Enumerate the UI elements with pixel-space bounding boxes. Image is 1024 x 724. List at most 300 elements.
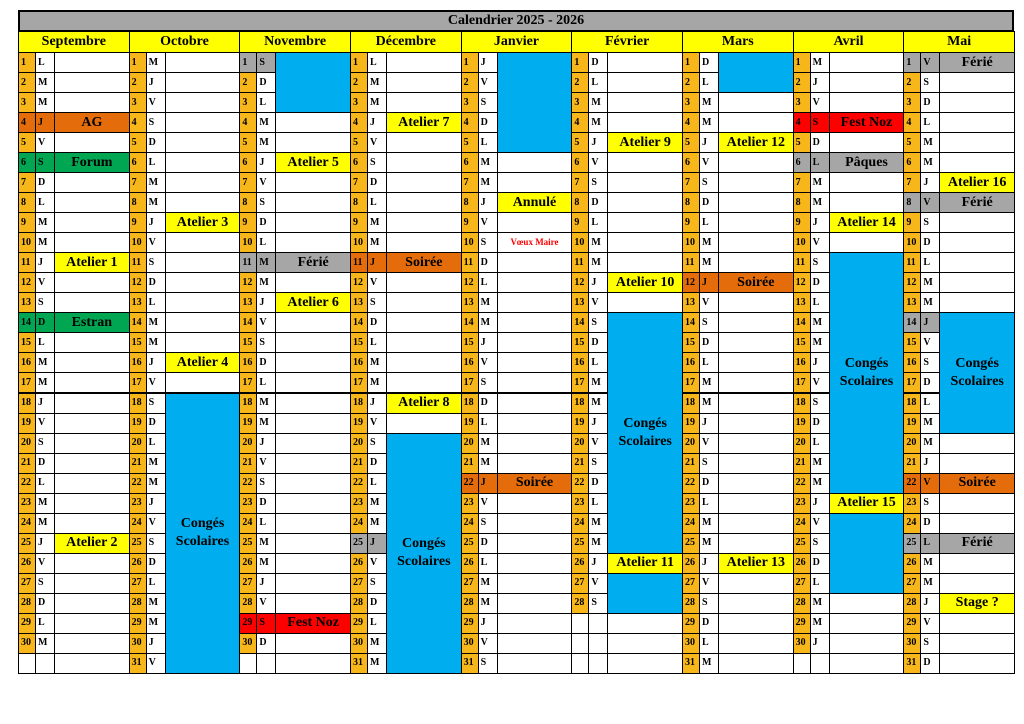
day-of-week: J bbox=[699, 132, 719, 153]
day-number: 23 bbox=[18, 493, 36, 514]
event-cell[interactable] bbox=[718, 473, 794, 494]
event-cell[interactable] bbox=[939, 453, 1015, 474]
day-of-week: M bbox=[478, 573, 498, 594]
event-cell[interactable] bbox=[275, 132, 351, 153]
day-of-week: V bbox=[920, 332, 940, 353]
day-number: 14 bbox=[18, 312, 36, 333]
event-cell[interactable] bbox=[718, 633, 794, 654]
day-number: 21 bbox=[350, 453, 368, 474]
event-cell[interactable] bbox=[54, 352, 130, 373]
event-cell[interactable] bbox=[939, 72, 1015, 93]
event-cell[interactable] bbox=[275, 172, 351, 193]
event-cell[interactable] bbox=[54, 433, 130, 454]
day-number: 15 bbox=[682, 332, 700, 353]
event-cell[interactable] bbox=[54, 332, 130, 353]
event-cell[interactable] bbox=[718, 372, 794, 393]
event-cell[interactable] bbox=[607, 212, 683, 233]
event-cell[interactable] bbox=[275, 413, 351, 434]
event-cell[interactable] bbox=[497, 172, 573, 193]
event-cell[interactable] bbox=[497, 292, 573, 313]
day-of-week: S bbox=[35, 152, 55, 173]
event-cell[interactable] bbox=[829, 593, 905, 614]
event-cell[interactable] bbox=[275, 312, 351, 333]
event-cell[interactable] bbox=[497, 513, 573, 534]
event-cell[interactable] bbox=[497, 633, 573, 654]
event-cell[interactable] bbox=[54, 393, 130, 414]
event-cell[interactable] bbox=[829, 132, 905, 153]
event-cell[interactable] bbox=[718, 573, 794, 594]
event-cell[interactable] bbox=[718, 513, 794, 534]
event-cell[interactable] bbox=[718, 352, 794, 373]
event-cell[interactable] bbox=[497, 312, 573, 333]
day-number: 3 bbox=[461, 92, 479, 113]
day-number: 1 bbox=[461, 52, 479, 73]
event-cell[interactable] bbox=[718, 332, 794, 353]
day-number: 12 bbox=[793, 272, 811, 293]
day-of-week: J bbox=[699, 272, 719, 293]
event-cell[interactable] bbox=[275, 212, 351, 233]
day-number: 13 bbox=[350, 292, 368, 313]
event-cell[interactable] bbox=[939, 132, 1015, 153]
day-of-week: S bbox=[699, 312, 719, 333]
event-cell[interactable] bbox=[275, 653, 351, 674]
event-cell[interactable] bbox=[607, 52, 683, 73]
event-cell[interactable] bbox=[54, 473, 130, 494]
day-of-week: L bbox=[35, 332, 55, 353]
day-of-week: D bbox=[920, 372, 940, 393]
event-cell[interactable] bbox=[275, 332, 351, 353]
event-cell[interactable] bbox=[718, 433, 794, 454]
event-cell[interactable] bbox=[829, 192, 905, 213]
event-cell[interactable] bbox=[497, 352, 573, 373]
event-cell[interactable] bbox=[939, 92, 1015, 113]
event-label[interactable]: Atelier 11 bbox=[607, 553, 683, 574]
event-cell[interactable] bbox=[829, 653, 905, 674]
event-cell[interactable] bbox=[275, 493, 351, 514]
event-cell[interactable] bbox=[275, 473, 351, 494]
event-cell[interactable] bbox=[275, 453, 351, 474]
day-of-week: D bbox=[810, 413, 830, 434]
day-of-week: J bbox=[146, 352, 166, 373]
event-cell[interactable] bbox=[386, 312, 462, 333]
day-of-week: V bbox=[699, 152, 719, 173]
event-cell[interactable] bbox=[165, 72, 241, 93]
event-cell[interactable] bbox=[939, 212, 1015, 233]
event-cell[interactable] bbox=[275, 352, 351, 373]
event-cell[interactable] bbox=[275, 633, 351, 654]
day-of-week: V bbox=[920, 192, 940, 213]
event-cell[interactable] bbox=[829, 172, 905, 193]
event-cell[interactable] bbox=[829, 52, 905, 73]
day-of-week: M bbox=[810, 312, 830, 333]
event-cell[interactable] bbox=[386, 352, 462, 373]
day-of-week: M bbox=[256, 112, 276, 133]
event-label[interactable]: Atelier 7 bbox=[386, 112, 462, 133]
event-cell[interactable] bbox=[829, 613, 905, 634]
event-cell[interactable] bbox=[275, 573, 351, 594]
event-cell[interactable] bbox=[939, 292, 1015, 313]
day-of-week: M bbox=[478, 312, 498, 333]
event-cell[interactable] bbox=[165, 252, 241, 273]
event-cell[interactable] bbox=[54, 192, 130, 213]
event-cell[interactable] bbox=[497, 493, 573, 514]
event-cell[interactable] bbox=[497, 332, 573, 353]
day-of-week: M bbox=[367, 212, 387, 233]
event-cell[interactable] bbox=[275, 192, 351, 213]
event-cell[interactable] bbox=[54, 573, 130, 594]
day-of-week: J bbox=[588, 272, 608, 293]
event-cell[interactable] bbox=[607, 653, 683, 674]
event-cell[interactable] bbox=[939, 252, 1015, 273]
day-number: 21 bbox=[903, 453, 921, 474]
event-cell[interactable] bbox=[607, 92, 683, 113]
event-cell[interactable] bbox=[165, 192, 241, 213]
event-cell[interactable] bbox=[718, 393, 794, 414]
event-cell[interactable] bbox=[718, 292, 794, 313]
event-cell[interactable] bbox=[386, 192, 462, 213]
day-of-week: J bbox=[699, 553, 719, 574]
event-cell[interactable] bbox=[386, 292, 462, 313]
event-cell[interactable] bbox=[497, 433, 573, 454]
event-cell[interactable] bbox=[54, 292, 130, 313]
day-of-week: V bbox=[810, 372, 830, 393]
event-cell[interactable] bbox=[386, 212, 462, 233]
day-number: 26 bbox=[18, 553, 36, 574]
event-label[interactable]: Atelier 6 bbox=[275, 292, 351, 313]
day-of-week: S bbox=[146, 112, 166, 133]
event-cell[interactable] bbox=[386, 332, 462, 353]
event-label[interactable]: Stage ? bbox=[939, 593, 1015, 614]
event-cell[interactable] bbox=[165, 52, 241, 73]
event-cell[interactable] bbox=[718, 192, 794, 213]
event-cell[interactable] bbox=[939, 553, 1015, 574]
event-cell[interactable] bbox=[275, 533, 351, 554]
event-cell[interactable] bbox=[939, 573, 1015, 594]
event-cell[interactable] bbox=[165, 92, 241, 113]
day-of-week: L bbox=[810, 433, 830, 454]
day-number: 29 bbox=[239, 613, 257, 634]
event-cell[interactable] bbox=[829, 92, 905, 113]
event-label[interactable]: Soirée bbox=[939, 473, 1015, 494]
event-cell[interactable] bbox=[275, 232, 351, 253]
event-cell[interactable] bbox=[939, 433, 1015, 454]
school-holidays-block: Congés Scolaires bbox=[829, 252, 905, 493]
day-number: 17 bbox=[129, 372, 147, 393]
event-cell[interactable] bbox=[386, 152, 462, 173]
event-cell[interactable] bbox=[497, 593, 573, 614]
event-cell[interactable] bbox=[718, 112, 794, 133]
day-number: 10 bbox=[571, 232, 589, 253]
day-of-week: V bbox=[256, 593, 276, 614]
event-cell[interactable] bbox=[165, 292, 241, 313]
event-cell[interactable] bbox=[939, 152, 1015, 173]
event-cell[interactable] bbox=[275, 372, 351, 393]
event-cell[interactable] bbox=[54, 453, 130, 474]
event-label[interactable]: Atelier 15 bbox=[829, 493, 905, 514]
day-number: 26 bbox=[903, 553, 921, 574]
event-cell[interactable] bbox=[386, 172, 462, 193]
day-number: 20 bbox=[129, 433, 147, 454]
day-number: 17 bbox=[682, 372, 700, 393]
day-number: 15 bbox=[129, 332, 147, 353]
day-number: 17 bbox=[239, 372, 257, 393]
event-cell[interactable] bbox=[165, 112, 241, 133]
event-cell[interactable] bbox=[54, 513, 130, 534]
event-cell[interactable] bbox=[54, 633, 130, 654]
day-of-week: M bbox=[699, 513, 719, 534]
event-cell[interactable] bbox=[275, 553, 351, 574]
day-number: 12 bbox=[350, 272, 368, 293]
day-of-week: V bbox=[146, 92, 166, 113]
day-number: 27 bbox=[350, 573, 368, 594]
day-of-week: V bbox=[367, 553, 387, 574]
day-number: 16 bbox=[350, 352, 368, 373]
day-of-week: M bbox=[478, 433, 498, 454]
event-label[interactable]: Atelier 12 bbox=[718, 132, 794, 153]
event-cell[interactable] bbox=[718, 593, 794, 614]
event-cell[interactable] bbox=[939, 272, 1015, 293]
day-of-week: V bbox=[478, 72, 498, 93]
event-cell[interactable] bbox=[829, 232, 905, 253]
event-cell[interactable] bbox=[718, 413, 794, 434]
event-cell[interactable] bbox=[386, 272, 462, 293]
event-label[interactable]: Férié bbox=[939, 52, 1015, 73]
event-cell[interactable] bbox=[939, 653, 1015, 674]
day-number: 22 bbox=[129, 473, 147, 494]
event-cell[interactable] bbox=[275, 593, 351, 614]
event-cell[interactable] bbox=[165, 172, 241, 193]
event-cell[interactable] bbox=[718, 152, 794, 173]
event-label[interactable]: Atelier 1 bbox=[54, 252, 130, 273]
event-label[interactable]: Atelier 4 bbox=[165, 352, 241, 373]
event-cell[interactable] bbox=[386, 413, 462, 434]
event-cell[interactable] bbox=[497, 533, 573, 554]
day-of-week: D bbox=[35, 593, 55, 614]
day-number: 1 bbox=[129, 52, 147, 73]
event-cell[interactable] bbox=[54, 172, 130, 193]
day-of-week: S bbox=[146, 533, 166, 554]
day-of-week: M bbox=[588, 112, 608, 133]
event-label[interactable]: Annulé bbox=[497, 192, 573, 213]
event-cell[interactable] bbox=[386, 132, 462, 153]
event-cell[interactable] bbox=[497, 372, 573, 393]
event-cell[interactable] bbox=[607, 292, 683, 313]
event-cell[interactable] bbox=[165, 272, 241, 293]
day-of-week: V bbox=[810, 232, 830, 253]
event-cell[interactable] bbox=[54, 52, 130, 73]
event-cell[interactable] bbox=[165, 232, 241, 253]
event-label[interactable]: Férié bbox=[275, 252, 351, 273]
day-of-week: V bbox=[588, 292, 608, 313]
day-number bbox=[571, 633, 589, 654]
event-cell[interactable] bbox=[718, 453, 794, 474]
day-of-week: M bbox=[367, 72, 387, 93]
event-cell[interactable] bbox=[939, 613, 1015, 634]
event-cell[interactable] bbox=[497, 152, 573, 173]
event-cell[interactable] bbox=[54, 232, 130, 253]
event-cell[interactable] bbox=[829, 72, 905, 93]
event-cell[interactable] bbox=[54, 372, 130, 393]
event-cell[interactable] bbox=[54, 132, 130, 153]
day-of-week: L bbox=[367, 192, 387, 213]
day-of-week: V bbox=[920, 473, 940, 494]
event-label[interactable]: Atelier 8 bbox=[386, 393, 462, 414]
event-cell[interactable] bbox=[386, 232, 462, 253]
event-cell[interactable] bbox=[165, 312, 241, 333]
day-number: 9 bbox=[903, 212, 921, 233]
event-label[interactable]: Fest Noz bbox=[829, 112, 905, 133]
event-cell[interactable] bbox=[54, 553, 130, 574]
day-of-week: S bbox=[699, 172, 719, 193]
event-cell[interactable] bbox=[54, 413, 130, 434]
day-number: 7 bbox=[903, 172, 921, 193]
event-cell[interactable] bbox=[497, 413, 573, 434]
event-cell[interactable] bbox=[386, 92, 462, 113]
day-of-week: D bbox=[920, 92, 940, 113]
day-number: 19 bbox=[793, 413, 811, 434]
event-cell[interactable] bbox=[607, 172, 683, 193]
event-cell[interactable] bbox=[54, 593, 130, 614]
event-cell[interactable] bbox=[718, 533, 794, 554]
event-label[interactable]: Atelier 16 bbox=[939, 172, 1015, 193]
event-label[interactable]: Atelier 3 bbox=[165, 212, 241, 233]
event-cell[interactable] bbox=[497, 453, 573, 474]
event-cell[interactable] bbox=[718, 212, 794, 233]
day-number: 27 bbox=[793, 573, 811, 594]
day-number: 28 bbox=[18, 593, 36, 614]
event-cell[interactable] bbox=[718, 653, 794, 674]
event-cell[interactable] bbox=[275, 433, 351, 454]
event-cell[interactable] bbox=[165, 152, 241, 173]
day-number: 6 bbox=[129, 152, 147, 173]
event-cell[interactable] bbox=[497, 653, 573, 674]
event-cell[interactable] bbox=[497, 573, 573, 594]
event-cell[interactable] bbox=[718, 613, 794, 634]
event-label[interactable]: AG bbox=[54, 112, 130, 133]
day-number: 7 bbox=[129, 172, 147, 193]
event-cell[interactable] bbox=[718, 92, 794, 113]
event-cell[interactable] bbox=[275, 272, 351, 293]
event-cell[interactable] bbox=[54, 493, 130, 514]
day-of-week: M bbox=[699, 232, 719, 253]
event-cell[interactable] bbox=[275, 112, 351, 133]
event-cell[interactable] bbox=[386, 52, 462, 73]
day-number: 8 bbox=[571, 192, 589, 213]
day-of-week: L bbox=[699, 212, 719, 233]
event-label[interactable]: Atelier 13 bbox=[718, 553, 794, 574]
event-cell[interactable] bbox=[939, 513, 1015, 534]
event-label[interactable]: Atelier 9 bbox=[607, 132, 683, 153]
event-label[interactable]: Atelier 14 bbox=[829, 212, 905, 233]
event-label[interactable]: Forum bbox=[54, 152, 130, 173]
event-cell[interactable] bbox=[939, 112, 1015, 133]
event-cell[interactable] bbox=[497, 212, 573, 233]
day-of-week: M bbox=[35, 352, 55, 373]
event-label[interactable]: Estran bbox=[54, 312, 130, 333]
event-cell[interactable] bbox=[165, 372, 241, 393]
day-of-week: L bbox=[478, 272, 498, 293]
day-number: 24 bbox=[461, 513, 479, 534]
event-cell[interactable] bbox=[607, 112, 683, 133]
event-cell[interactable] bbox=[939, 232, 1015, 253]
day-number: 15 bbox=[793, 332, 811, 353]
event-cell[interactable] bbox=[165, 132, 241, 153]
event-label[interactable]: Atelier 10 bbox=[607, 272, 683, 293]
event-cell[interactable] bbox=[607, 252, 683, 273]
day-number: 10 bbox=[239, 232, 257, 253]
school-holidays-block: Congés Scolaires bbox=[165, 393, 241, 674]
event-cell[interactable] bbox=[54, 92, 130, 113]
day-of-week: M bbox=[367, 92, 387, 113]
event-cell[interactable] bbox=[386, 372, 462, 393]
event-cell[interactable] bbox=[54, 212, 130, 233]
event-cell[interactable] bbox=[497, 393, 573, 414]
event-cell[interactable] bbox=[607, 152, 683, 173]
event-cell[interactable] bbox=[386, 72, 462, 93]
event-cell[interactable] bbox=[275, 393, 351, 414]
event-cell[interactable] bbox=[497, 252, 573, 273]
event-cell[interactable] bbox=[54, 613, 130, 634]
event-cell[interactable] bbox=[497, 613, 573, 634]
event-cell[interactable] bbox=[165, 332, 241, 353]
event-label[interactable]: Pâques bbox=[829, 152, 905, 173]
day-number: 27 bbox=[129, 573, 147, 594]
event-cell[interactable] bbox=[497, 272, 573, 293]
event-label[interactable]: Soirée bbox=[718, 272, 794, 293]
event-cell[interactable] bbox=[939, 493, 1015, 514]
event-label[interactable]: Fest Noz bbox=[275, 613, 351, 634]
day-number: 31 bbox=[682, 653, 700, 674]
event-cell[interactable] bbox=[718, 312, 794, 333]
event-cell[interactable] bbox=[275, 513, 351, 534]
event-cell[interactable] bbox=[607, 72, 683, 93]
event-label[interactable]: Férié bbox=[939, 533, 1015, 554]
day-of-week: S bbox=[588, 453, 608, 474]
event-label[interactable]: Férié bbox=[939, 192, 1015, 213]
event-label[interactable]: Vœux Maire bbox=[497, 232, 573, 253]
event-cell[interactable] bbox=[54, 272, 130, 293]
event-label[interactable]: Atelier 2 bbox=[54, 533, 130, 554]
event-cell[interactable] bbox=[607, 633, 683, 654]
event-cell[interactable] bbox=[718, 493, 794, 514]
day-number: 16 bbox=[903, 352, 921, 373]
month-header: Novembre bbox=[239, 31, 351, 53]
event-cell[interactable] bbox=[718, 252, 794, 273]
event-cell[interactable] bbox=[54, 653, 130, 674]
event-cell[interactable] bbox=[939, 633, 1015, 654]
day-of-week: V bbox=[256, 312, 276, 333]
event-cell[interactable] bbox=[607, 613, 683, 634]
event-cell[interactable] bbox=[497, 553, 573, 574]
event-cell[interactable] bbox=[718, 232, 794, 253]
event-cell[interactable] bbox=[54, 72, 130, 93]
event-label[interactable]: Atelier 5 bbox=[275, 152, 351, 173]
event-cell[interactable] bbox=[718, 172, 794, 193]
day-number bbox=[571, 653, 589, 674]
event-cell[interactable] bbox=[607, 192, 683, 213]
event-cell[interactable] bbox=[829, 633, 905, 654]
event-label[interactable]: Soirée bbox=[386, 252, 462, 273]
day-number: 5 bbox=[682, 132, 700, 153]
day-of-week: J bbox=[478, 52, 498, 73]
event-cell[interactable] bbox=[607, 232, 683, 253]
day-number: 26 bbox=[682, 553, 700, 574]
day-number: 4 bbox=[461, 112, 479, 133]
event-label[interactable]: Soirée bbox=[497, 473, 573, 494]
day-of-week: M bbox=[699, 112, 719, 133]
day-of-week bbox=[588, 653, 608, 674]
day-number: 25 bbox=[239, 533, 257, 554]
